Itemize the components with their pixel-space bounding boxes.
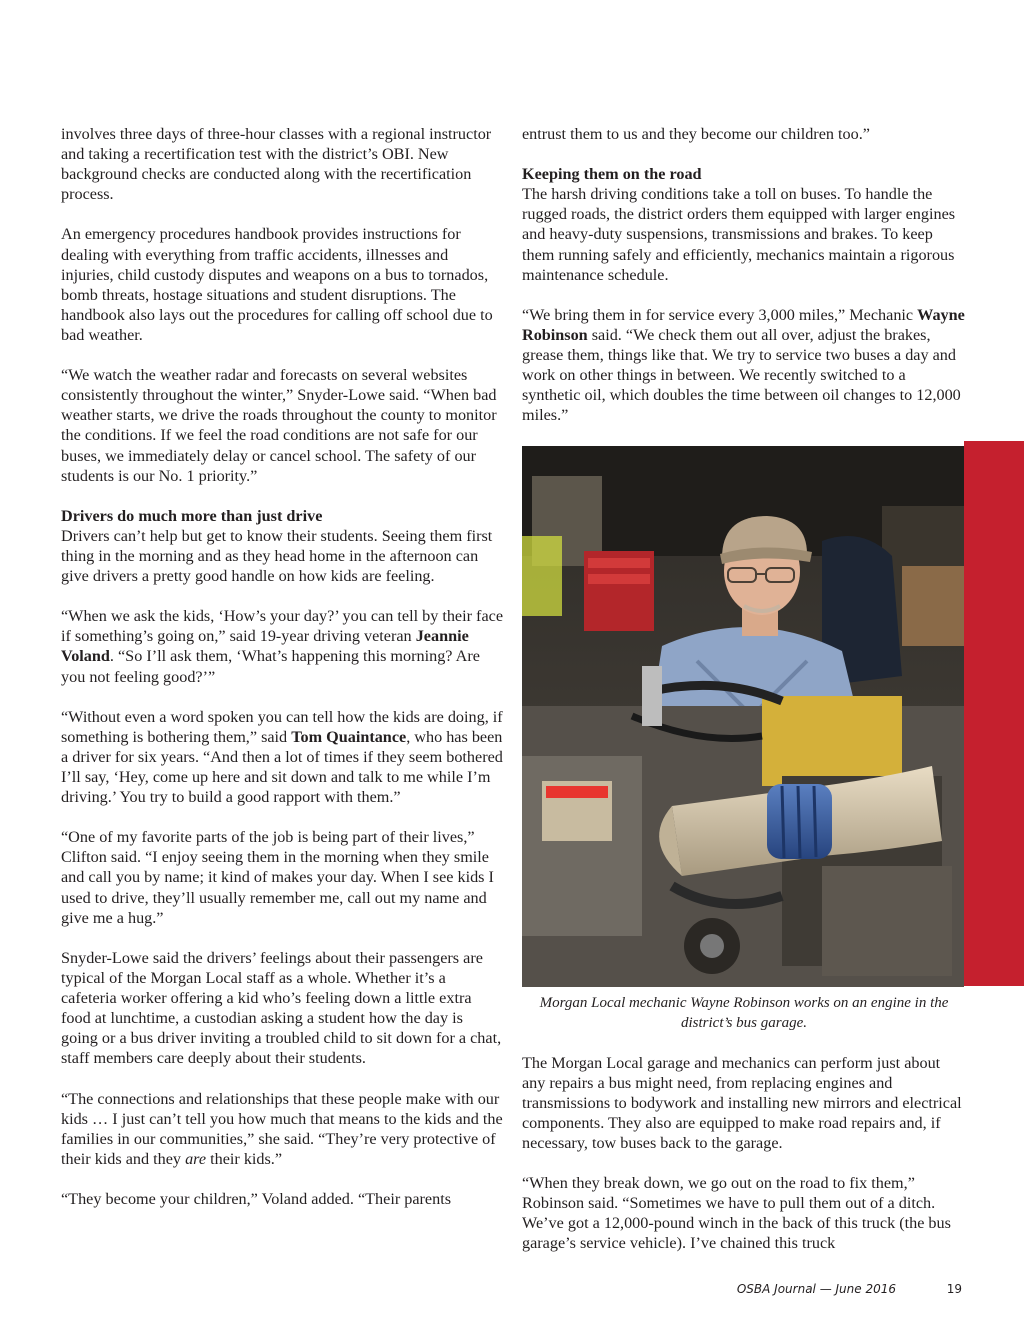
paragraph-weather-quote: “We watch the weather radar and forecasts on several websites consistently throughout the winter,” Snyder-Lowe said. “When bad weather starts, we drive the roads throughout the county to monitor the conditions. If we feel the road conditions are not safe for our buses, we immediately delay or cancel school. The safety of our students is our No. 1 priority.” [61, 366, 497, 485]
left-column [61, 124, 503, 1209]
paragraph-emergency-handbook: An emergency procedures handbook provides instructions for dealing with everything from traffic accidents, illnesses and injuries, child custody disputes and weapons on a bus to tornados, bomb threats, hostage situations and student disruptions. The handbook also lays out the procedures for calling off school due to bad weather. [61, 225, 493, 344]
paragraph-staff-care: Snyder-Lowe said the drivers’ feelings about their passengers are typical of the Morgan Local staff as a whole. Whether it’s a cafeteria worker offering a kid who’s feeling down a little extra food at lunchtime, a custodian asking a student how the day is going or a bus driver inviting a troubled child to sit down for a chat, staff members care deeply about their students. [61, 948, 502, 1068]
mechanic-engine-illustration [522, 446, 964, 987]
paragraph-quaintance-quote [61, 707, 503, 807]
paragraph-garage-repairs: The Morgan Local garage and mechanics can perform just about any repairs a bus might need, from replacing engines and transmissions to bodywork and installing new mirrors and electrical components. They also are equipped to make road repairs and, if necessary, tow buses back to the garage. [522, 1053, 962, 1152]
right-column [522, 124, 966, 1254]
mechanic-photo [522, 446, 964, 987]
heading-drivers: Drivers do much more than just drive [61, 506, 323, 525]
name-wayne-robinson: Wayne Robinson [522, 305, 965, 344]
paragraph-clifton-quote: “One of my favorite parts of the job is being part of their lives,” Clifton said. “I enjoy seeing them in the morning when they smile and call you by name; it kind of makes your day. When I see kids I used to drive, they’ll usually remember me, call out my name and give me a hug.” [61, 828, 494, 927]
text-run: “Without even a word spoken you can tell how the kids are doing, if something is bothering them,” said [61, 707, 503, 746]
text-run: “When we ask the kids, ‘How’s your day?’ you can tell by their face if something’s going on,” said 19-year driving veteran [61, 607, 504, 646]
page-number: 19 [946, 1282, 962, 1296]
name-jeannie-voland: Jeannie Voland [61, 627, 469, 666]
paragraph-drivers-know-students: Drivers can’t help but get to know their students. Seeing them first thing in the morning and as they head home in the afternoon can give drivers a pretty good handle on how kids are feeling. [61, 526, 493, 586]
heading-keeping-on-road: Keeping them on the road [522, 165, 702, 184]
text-run: , who has been a driver for six years. “And then a lot of times if they seem bothered I’ll say, ‘Hey, come up here and sit down and talk to me while I’m driving.’ You try to build a good rapport with them.” [61, 727, 503, 807]
paragraph-voland-added: “They become your children,” Voland added. “Their parents [61, 1189, 451, 1208]
paragraph-recertification: involves three days of three-hour classes with a regional instructor and taking a recertification test with the district’s OBI. New background checks are conducted along with the recertification process. [61, 125, 492, 204]
journal-title: OSBA Journal — June 2016 [736, 1282, 896, 1296]
paragraph-breakdown-quote: “When they break down, we go out on the road to fix them,” Robinson said. “Sometimes we have to pull them out of a ditch. We’ve got a 12,000-pound winch in the back of this truck (the bus garage’s service vehicle). I’ve chained this truck [522, 1174, 951, 1253]
paragraph-connections-quote [61, 1089, 503, 1169]
text-run: “We bring them in for service every 3,000 miles,” Mechanic [522, 305, 918, 324]
text-run: said. “We check them out all over, adjust the brakes, grease them, things like that. We try to service two buses a day and work on other things in between. We recently switched to a synthetic oil, which doubles the time between oil changes to 12,000 miles.” [522, 325, 961, 425]
text-run: “The connections and relationships that these people make with our kids … I just can’t tell you how much that means to the kids and the families in our communities,” she said. “They’re very protective of their kids and they [61, 1089, 503, 1168]
paragraph-entrust: entrust them to us and they become our children too.” [522, 125, 870, 143]
paragraph-robinson-service [522, 305, 966, 426]
red-accent-bar [964, 441, 1024, 986]
emphasis-are: are [185, 1149, 207, 1168]
text-run: their kids.” [206, 1149, 283, 1168]
paragraph-harsh-conditions: The harsh driving conditions take a toll on buses. To handle the rugged roads, the district orders them equipped with larger engines and heavy-duty suspensions, transmissions and brakes. To keep them running safely and efficiently, mechanics maintain a rigorous maintenance schedule. [522, 185, 956, 284]
paragraph-voland-quote [61, 606, 503, 686]
photo-caption: Morgan Local mechanic Wayne Robinson works on an engine in the district’s bus garage. [539, 994, 949, 1031]
name-tom-quaintance: Tom Quaintance [291, 727, 407, 746]
text-run: . “So I’ll ask them, ‘What’s happening this morning? Are you not feeling good?’” [61, 647, 480, 686]
